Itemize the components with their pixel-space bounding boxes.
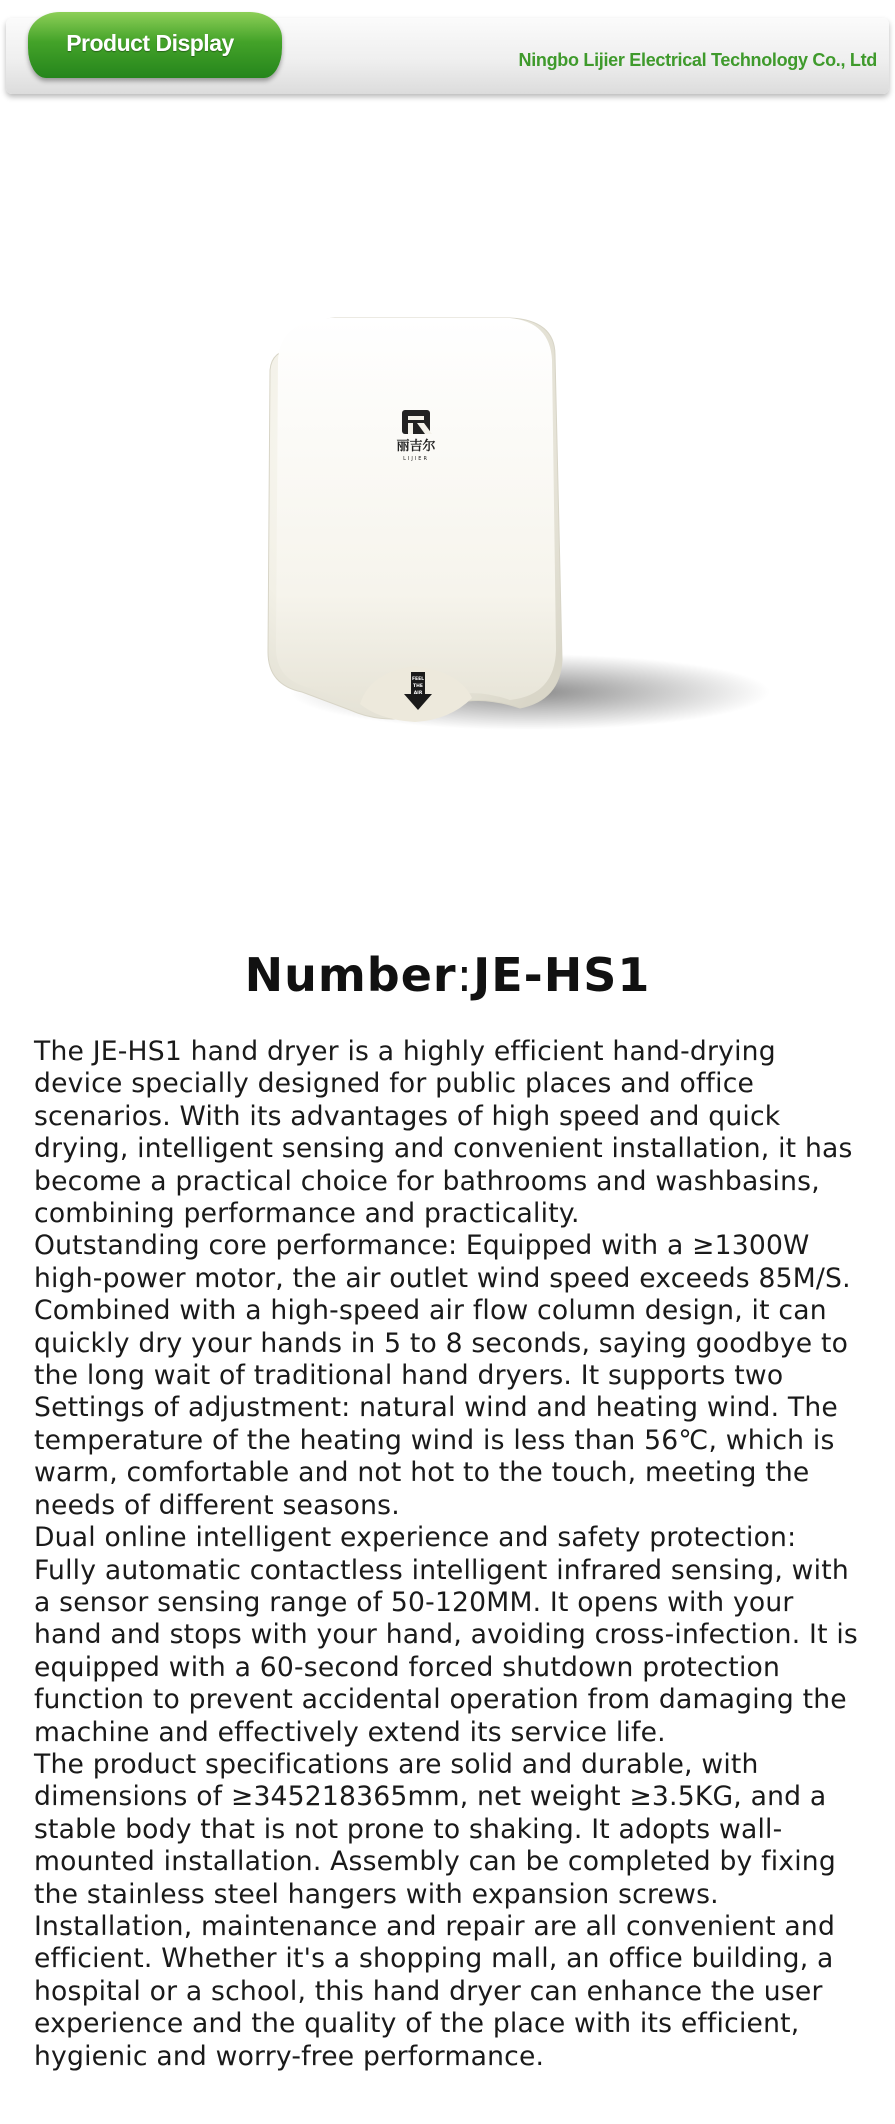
arrow-text-feel: FEEL [411,677,425,682]
arrow-text-the: THE [413,684,423,689]
description-paragraph-intro: The JE-HS1 hand dryer is a highly efficient hand-drying device specially designed for public places and office scenarios. With its advantages of high speed and quick drying, intelligent sensing and convenient installation, it has become a practical choice for bathrooms and washbasins, combining performance and practicality. [34,1036,853,1230]
number-separator: : [456,948,474,1002]
number-value: JE-HS1 [473,948,651,1002]
product-description [34,1036,864,2073]
arrow-text-air: AIR [413,691,423,696]
company-name: Ningbo Lijier Electrical Technology Co., Ltd [518,50,877,70]
logo-cn-text: 丽吉尔 [396,439,436,454]
description-paragraph-specifications: The product specifications are solid and durable, with dimensions of ≥345218365mm, net weight ≥3.5KG, and a stable body that is not prone to shaking. It adopts wall-mounted installation. Assembly can be completed by fixing the stainless steel hangers with expansion screws. Installation, maintenance and repair are all convenient and efficient. Whether it's a shopping mall, an office building, a hospital or a school, this hand dryer can enhance the user experience and the quality of the place with its efficient, hygienic and worry-free performance. [34,1748,836,2072]
description-paragraph-performance: Outstanding core performance: Equipped with a ≥1300W high-power motor, the air outlet wind speed exceeds 85M/S. Combined with a high-speed air flow column design, it can quickly dry your hands in 5 to 8 seconds, saying goodbye to the long wait of traditional hand dryers. It supports two Settings of adjustment: natural wind and heating wind. The temperature of the heating wind is less than 56℃, which is warm, comfortable and not hot to the touch, meeting the needs of different seasons. [34,1230,851,1521]
hand-dryer-icon [210,300,810,770]
number-label: Number [244,948,457,1002]
description-paragraph-intelligent: Dual online intelligent experience and safety protection: Fully automatic contactless intelligent infrared sensing, with a sensor sensing range of 50-120MM. It opens with your hand and stops with your hand, avoiding cross-infection. It is equipped with a 60-second forced shutdown protection function to prevent accidental operation from damaging the machine and effectively extend its service life. [34,1522,858,1748]
product-number-title [0,948,895,1002]
logo-en-text: LIJIER [403,456,429,462]
product-display-label: Product Display [66,30,234,56]
product-image [210,300,810,770]
